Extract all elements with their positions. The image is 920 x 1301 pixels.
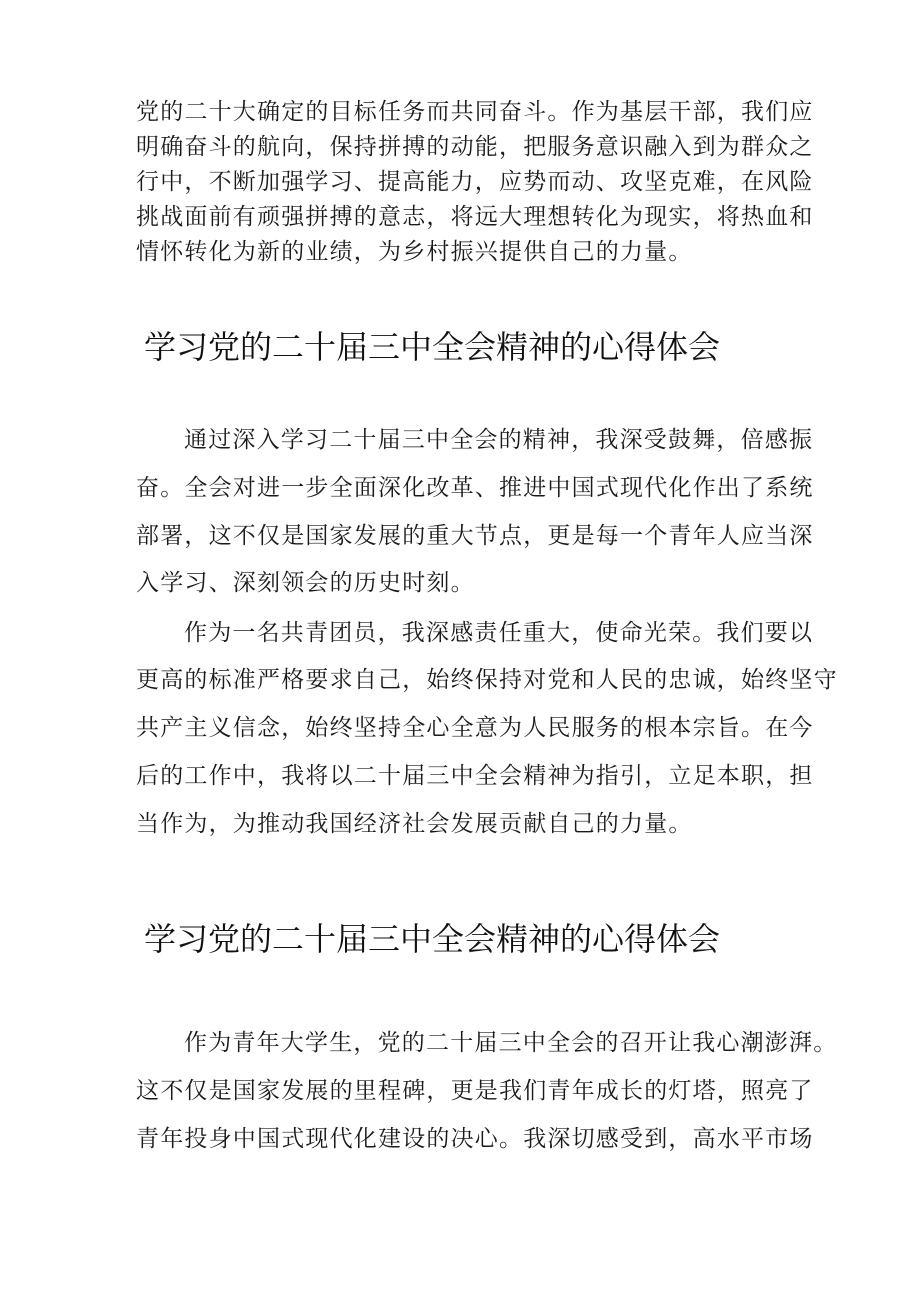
text-line: 青年投身中国式现代化建设的决心。我深切感受到，高水平市场 — [136, 1126, 814, 1152]
text-line: 挑战面前有顽强拼搏的意志，将远大理想转化为现实，将热血和 — [136, 204, 814, 230]
text-line: 这不仅是国家发展的里程碑，更是我们青年成长的灯塔，照亮了 — [136, 1078, 814, 1104]
text-line: 作为一名共青团员，我深感责任重大，使命光荣。我们要以 — [184, 620, 814, 646]
text-line: 后的工作中，我将以二十届三中全会精神为指引，立足本职，担 — [136, 763, 814, 789]
text-line: 党的二十大确定的目标任务而共同奋斗。作为基层干部，我们应 — [136, 99, 814, 125]
text-line: 作为青年大学生，党的二十届三中全会的召开让我心潮澎湃。 — [184, 1030, 838, 1056]
text-line: 通过深入学习二十届三中全会的精神，我深受鼓舞，倍感振 — [184, 427, 814, 453]
text-line: 情怀转化为新的业绩，为乡村振兴提供自己的力量。 — [136, 239, 693, 265]
text-line: 入学习、深刻领会的历史时刻。 — [136, 570, 475, 596]
text-line: 更高的标准严格要求自己，始终保持对党和人民的忠诚，始终坚守 — [136, 667, 838, 693]
text-line: 共产主义信念，始终坚持全心全意为人民服务的根本宗旨。在今 — [136, 715, 814, 741]
text-line: 部署，这不仅是国家发展的重大节点，更是每一个青年人应当深 — [136, 523, 814, 549]
text-line: 当作为，为推动我国经济社会发展贡献自己的力量。 — [136, 811, 693, 837]
text-line: 明确奋斗的航向，保持拼搏的动能，把服务意识融入到为群众之 — [136, 134, 814, 160]
section-heading: 学习党的二十届三中全会精神的心得体会 — [144, 328, 721, 366]
text-line: 行中，不断加强学习、提高能力，应势而动、攻坚克难，在风险 — [136, 169, 814, 195]
text-line: 奋。全会对进一步全面深化改革、推进中国式现代化作出了系统 — [136, 475, 814, 501]
section-heading: 学习党的二十届三中全会精神的心得体会 — [144, 920, 721, 958]
